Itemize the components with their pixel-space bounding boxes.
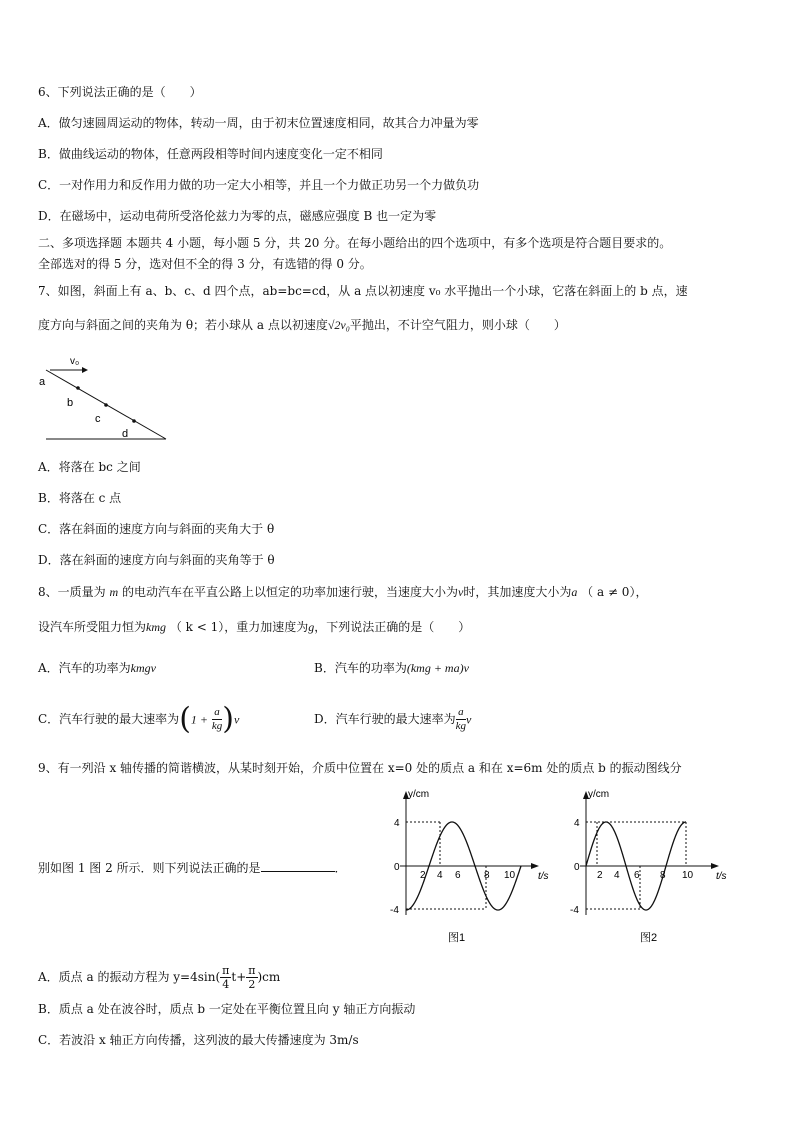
q7-stem-text-b: 平抛出，不计空气阻力，则小球（ ） bbox=[349, 318, 566, 332]
q9-graph1-caption: 图1 bbox=[448, 932, 466, 944]
q6-option-a: A．做匀速圆周运动的物体，转动一周，由于初末位置速度相同，故其合力冲量为零 bbox=[38, 116, 479, 130]
q6-option-b: B．做曲线运动的物体，任意两段相等时间内速度变化一定不相同 bbox=[38, 147, 383, 161]
q9-stem-line2 bbox=[38, 859, 347, 876]
q9-graph2-xtick-2: 2 bbox=[597, 870, 603, 881]
q8-stem-1c: 时，其加速度大小为 bbox=[463, 585, 572, 599]
q9-graph2 bbox=[560, 785, 735, 945]
q7-option-b: B．将落在 c 点 bbox=[38, 491, 122, 505]
q8-stem-1a: 8、一质量为 bbox=[38, 585, 106, 599]
q9-graph1-xlabel: t/s bbox=[538, 871, 549, 882]
q9-graph1 bbox=[380, 785, 550, 945]
q7-label-c: c bbox=[95, 413, 101, 425]
q8-stem-line1 bbox=[38, 584, 647, 600]
q9-graph1-ytick-neg4: -4 bbox=[390, 905, 399, 916]
q9-graph2-xtick-8: 8 bbox=[660, 870, 666, 881]
q8-option-d-num: a bbox=[456, 706, 466, 720]
q8-option-d-den: kg bbox=[455, 720, 467, 732]
q6-option-c: C．一对作用力和反作用力做的功一定大小相等，并且一个力做正功另一个力做负功 bbox=[38, 178, 480, 192]
q9-graph1-ytick-4: 4 bbox=[394, 818, 400, 829]
q9-graph1-ylabel: y/cm bbox=[408, 789, 430, 800]
q9-graph1-xtick-2: 2 bbox=[420, 870, 426, 881]
q9-graph2-xtick-6: 6 bbox=[634, 870, 640, 881]
q9-graph2-xtick-4: 4 bbox=[614, 870, 620, 881]
q8-option-c-text: C．汽车行驶的最大速率为 bbox=[38, 712, 180, 726]
q9-option-a-end: )cm bbox=[257, 970, 281, 984]
q7-option-d: D．落在斜面的速度方向与斜面的夹角等于 θ bbox=[38, 553, 275, 567]
q9-option-a-f1-num: π bbox=[222, 964, 230, 977]
q7-slope-figure bbox=[36, 350, 176, 445]
q8-option-c-prefix: 1 + bbox=[190, 712, 209, 727]
q8-a: a bbox=[571, 585, 578, 599]
q7-label-d: d bbox=[122, 428, 129, 440]
q8-stem-1b: 的电动汽车在平直公路上以恒定的功率加速行驶，当速度大小为 bbox=[121, 585, 458, 599]
q9-graph2-xtick-10: 10 bbox=[682, 870, 694, 881]
q9-option-a-mid: t+ bbox=[231, 970, 247, 984]
section2-line1: 二、多项选择题 本题共 4 小题，每小题 5 分，共 20 分。在每小题给出的四个选项中，有多个选项是符合题目要求的。 bbox=[38, 236, 672, 250]
q9-stem-line1: 9、有一列沿 x 轴传播的简谐横波，从某时刻开始，介质中位置在 x=0 处的质点 a 和在 x=6m 处的质点 b 的振动图线分 bbox=[38, 761, 682, 775]
q9-option-a-text: A．质点 a 的振动方程为 y=4sin( bbox=[38, 970, 221, 984]
q8-m: m bbox=[109, 585, 119, 599]
q7-sqrt2-v0: √2v₀ bbox=[327, 318, 350, 332]
q8-option-c-den: kg bbox=[211, 720, 223, 732]
q9-graph2-ytick-neg4: -4 bbox=[570, 905, 579, 916]
q8-option-c: C．汽车行驶的最大速率为(1 + $\frac{a}{kg}$ )v bbox=[38, 701, 240, 737]
q8-option-c-v: v bbox=[233, 712, 240, 727]
q9-option-c: C．若波沿 x 轴正方向传播，这列波的最大传播速度为 3m/s bbox=[38, 1033, 359, 1047]
q9-graph1-xtick-6: 6 bbox=[455, 870, 461, 881]
q7-label-v0: v₀ bbox=[70, 356, 80, 367]
q7-option-a: A．将落在 bc 之间 bbox=[38, 460, 141, 474]
section2-line2: 全部选对的得 5 分，选对但不全的得 3 分，有选错的得 0 分。 bbox=[38, 257, 372, 271]
q9-stem-end: ． bbox=[334, 861, 347, 875]
q9-graph2-ytick-4: 4 bbox=[574, 818, 580, 829]
q8-option-b-text: B．汽车的功率为 bbox=[314, 661, 407, 675]
q6-option-d: D．在磁场中，运动电荷所受洛伦兹力为零的点，磁感应强度 B 也一定为零 bbox=[38, 209, 437, 223]
q7-option-c: C．落在斜面的速度方向与斜面的夹角大于 θ bbox=[38, 522, 275, 536]
q9-graph1-ytick-0: 0 bbox=[394, 862, 400, 873]
q8-option-b-math: (kmg + ma)v bbox=[406, 661, 469, 675]
q9-graph1-xtick-10: 10 bbox=[504, 870, 516, 881]
q7-label-b: b bbox=[67, 397, 74, 409]
q8-option-a bbox=[38, 660, 156, 676]
q6-stem: 6、下列说法正确的是（ ） bbox=[38, 85, 202, 99]
q9-option-b: B．质点 a 处在波谷时，质点 b 一定处在平衡位置且向 y 轴正方向振动 bbox=[38, 1002, 416, 1016]
q9-option-a-f1-den: 4 bbox=[222, 978, 230, 991]
q8-v: v bbox=[457, 585, 464, 599]
q8-option-d bbox=[314, 702, 471, 737]
q9-stem-text: 别如图 1 图 2 所示．则下列说法正确的是 bbox=[38, 861, 261, 875]
q7-stem-line1: 7、如图，斜面上有 a、b、c、d 四个点，ab=bc=cd，从 a 点以初速度 v₀ 水平抛出一个小球，它落在斜面上的 b 点，速 bbox=[38, 284, 688, 298]
q8-option-b bbox=[314, 660, 469, 676]
q8-option-c-num: a bbox=[212, 706, 222, 720]
q7-stem-text-a: 度方向与斜面之间的夹角为 θ；若小球从 a 点以初速度 bbox=[38, 318, 328, 332]
q8-g: g bbox=[308, 620, 315, 634]
q9-option-a-f2-den: 2 bbox=[248, 978, 256, 991]
answer-blank[interactable] bbox=[261, 859, 335, 872]
q9-option-a bbox=[38, 962, 280, 992]
q8-stem-2a: 设汽车所受阻力恒为 bbox=[38, 620, 147, 634]
q8-kmg: kmg bbox=[146, 620, 167, 634]
q9-graph2-ytick-0: 0 bbox=[574, 862, 580, 873]
q7-stem-line2 bbox=[38, 317, 566, 333]
q8-option-d-text: D．汽车行驶的最大速率为 bbox=[314, 712, 456, 726]
q8-option-a-text: A．汽车的功率为 bbox=[38, 661, 131, 675]
q8-option-a-math: kmgv bbox=[130, 661, 156, 675]
q9-graph1-xtick-4: 4 bbox=[437, 870, 443, 881]
q8-cond-k: （ k < 1），重力加速度为 bbox=[169, 620, 309, 634]
q9-graph2-caption: 图2 bbox=[640, 932, 658, 944]
q8-cond-a: （ a ≠ 0）， bbox=[581, 585, 648, 599]
q9-option-a-f2-num: π bbox=[248, 964, 256, 977]
q8-option-d-v: v bbox=[466, 712, 472, 727]
q9-graph2-ylabel: y/cm bbox=[588, 789, 610, 800]
q9-graph1-xtick-8: 8 bbox=[484, 870, 490, 881]
q9-graph2-xlabel: t/s bbox=[716, 871, 727, 882]
q7-label-a: a bbox=[39, 376, 46, 388]
q8-stem-2b: ，下列说法正确的是（ ） bbox=[314, 620, 471, 634]
q8-stem-line2 bbox=[38, 619, 470, 635]
